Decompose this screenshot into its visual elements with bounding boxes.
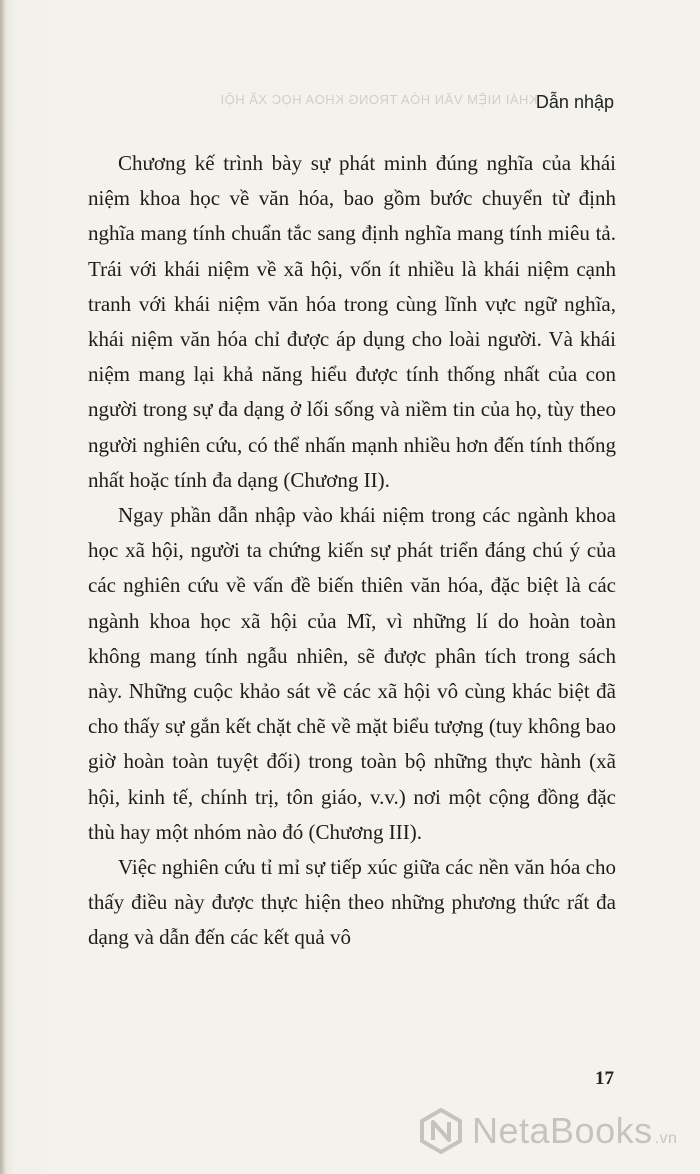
running-header: Dẫn nhập [535, 92, 614, 112]
paragraph: Việc nghiên cứu tỉ mỉ sự tiếp xúc giữa các nền văn hóa cho thấy điều này được thực hiện theo những phương thức rất đa dạng và dẫn đến các kết quả vô [88, 855, 616, 950]
watermark-suffix: .vn [654, 1130, 678, 1147]
bleed-through-text: KHÁI NIỆM VĂN HÓA TRONG KHOA HỌC XÃ HỘI [220, 92, 538, 107]
body-text [88, 146, 616, 956]
watermark [418, 1108, 677, 1154]
paragraph: Ngay phần dẫn nhập vào khái niệm trong các ngành khoa học xã hội, người ta chứng kiến sự phát triển đáng chú ý của các nghiên cứu về vấn đề biến thiên văn hóa, đặc biệt là các ngành khoa học xã hội của Mĩ, vì những lí do hoàn toàn không mang tính ngẫu nhiên, sẽ được phân tích trong sách này. Những cuộc khảo sát về các xã hội vô cùng khác biệt đã cho thấy sự gắn kết chặt chẽ về mặt biểu tượng (tuy không bao giờ hoàn toàn tuyệt đối) trong toàn bộ những thực hành (xã hội, kinh tế, chính trị, tôn giáo, v.v.) nơi một cộng đồng đặc thù hay một nhóm nào đó (Chương III). [88, 503, 616, 844]
page-number: 17 [595, 1068, 614, 1089]
spine-shadow [0, 0, 6, 1174]
netabooks-logo-icon [418, 1108, 464, 1154]
watermark-brand: NetaBooks [472, 1110, 653, 1151]
watermark-text [472, 1110, 677, 1152]
paragraph: Chương kế trình bày sự phát minh đúng nghĩa của khái niệm khoa học về văn hóa, bao gồm bước chuyển từ định nghĩa mang tính chuẩn tắc sang định nghĩa mang tính miêu tả. Trái với khái niệm về xã hội, vốn ít nhiều là khái niệm cạnh tranh với khái niệm văn hóa trong cùng lĩnh vực ngữ nghĩa, khái niệm văn hóa chỉ được áp dụng cho loài người. Và khái niệm mang lại khả năng hiểu được tính thống nhất của con người trong sự đa dạng ở lối sống và niềm tin của họ, tùy theo người nghiên cứu, có thể nhấn mạnh nhiều hơn đến tính thống nhất hoặc tính đa dạng (Chương II). [88, 151, 616, 492]
